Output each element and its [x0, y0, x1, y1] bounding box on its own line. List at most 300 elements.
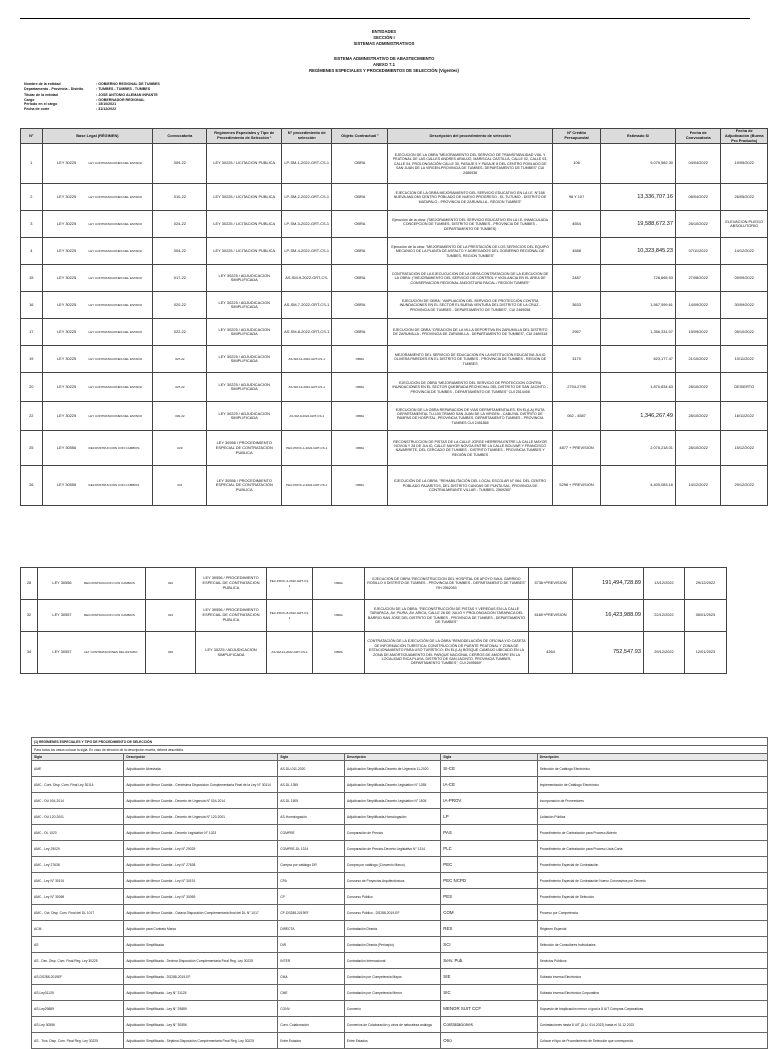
- table-row: [21, 265, 768, 292]
- cell-descripcion: EJECUCION DE OBRA "RECONSTRUCCION DEL HOSPITAL DE APOYO SAUL GARRIDO ROSILLO II DISTRITO DE TUMBES - PROVINCIA DE TUMBES - DEPARTAMENTO DE TUMBES" RH 2562053: [365, 568, 529, 600]
- col-header: Estimado S/: [601, 129, 676, 144]
- cell-descripcion: EJECUCION DE LA OBRA "MEJORAMIENTO DEL SERVICIO DE TRANSITABILIDAD VIAL Y PEATONAL DE LAS CALLES ANDRES ARAUJO, MARISCAL CASTILLA, CALLE 02, CALLE 03, CALLE 04, PROLONGACIÓN CALLE 30, PASAJE 5 Y PASAJE 8 DEL CENTRO POBLADO DE SAN JUAN DE LA VIRGEN-PROVINCIA DE TUMBES- DEPARTAMENTO DE TUMBES" CUI 2486938: [388, 144, 553, 184]
- legend-row: [32, 841, 768, 857]
- cell-descripcion: EJECUCIÓN DE LA OBRA: "REHABILITACIÓN DEL LOCAL ESCOLAR N° 064, DEL CENTRO POBLADO PAJARITOS, DEL DISTRITO CANOAS DE PUNTA SAL, PROVINCIA DE CONTRALMIRANTE VILLAR - TUMBES- 2569280": [388, 466, 553, 506]
- cell-convocatoria: 031: [153, 466, 207, 506]
- legend-descripcion: Adjudicación Abreviada: [124, 761, 278, 777]
- cell-objeto: OBRA: [313, 568, 365, 600]
- legend-sigla: AS-Homologación: [278, 809, 345, 825]
- base-legal-regime: LEY CONTRATACIONES DEL ESTADO: [88, 413, 143, 418]
- legend-sigla: Entre Estados: [278, 1033, 345, 1049]
- legend-sigla: LP: [441, 809, 537, 825]
- table-row: [21, 292, 768, 319]
- cell-fecha-convocatoria: 04/04/2022: [675, 144, 720, 184]
- cell-convocatoria: 034: [146, 600, 196, 632]
- cell-credito: 106: [552, 144, 600, 184]
- meta-label: Departamento - Provincia - Distrito: [24, 86, 84, 91]
- legend-descripcion: Contratación por Competencia Menor: [344, 985, 440, 1001]
- cell-number: 32: [21, 600, 38, 632]
- meta-label: Titular de la entidad: [24, 93, 58, 98]
- legend-descripcion: Selección de Consultores Individuales: [537, 937, 767, 953]
- cell-fecha-adjudicacion: 30/09/2022: [721, 292, 768, 319]
- legend-descripcion: Proceso por Competencia: [537, 905, 767, 921]
- base-legal-law: LEY 30225: [56, 247, 77, 253]
- cell-descripcion: Ejecución de la obra: "MEJORAMIENTO DE LA PRESTACIÓN DE LOS SERVICIOS DEL EQUIPO MECANICO DE LA PLANTA DE ASFALTO Y AGREGADOS DEL GOBIERNO REGIONAL DE TUMBES, REGION TUMBES": [388, 238, 553, 265]
- legend-descripcion: Adjudicación Simplificada - DS288-2019-EF: [124, 969, 278, 985]
- legend-descripcion: Adjudicación de Menor Cuantía - Ley N° 30069: [124, 889, 278, 905]
- cell-num-procedimiento: AS-SM-13-2022-GRT-CS-1: [282, 373, 332, 402]
- meta-value: : TUMBES - TUMBES - TUMBES: [96, 86, 151, 91]
- legend-sigla: PEC: [441, 857, 537, 873]
- col-header: Convocatoria: [153, 129, 207, 144]
- legend-row: [32, 937, 768, 953]
- legend-descripcion: Subasta Inversa Electrónica: [537, 969, 767, 985]
- cell-num-procedimiento: AS-SM-7-2022-GRT-CS-1: [282, 292, 332, 319]
- cell-fecha-convocatoria: 27/08/2022: [675, 265, 720, 292]
- col-header: Descripción del procedimiento de selección: [388, 129, 553, 144]
- legend-descripcion: Procedimiento de Contratación para Proceso Abierto: [537, 825, 767, 841]
- base-legal-regime: RECONSTRUCCION CON CAMBIOS: [88, 483, 140, 488]
- cell-base-legal: [42, 211, 153, 238]
- base-legal-regime: LEY CONTRATACIONES DEL ESTADO: [88, 221, 143, 226]
- legend-descripcion: Adjudicación de Menor Cuantía - Decreto de Urgencia N° 004-2014: [124, 793, 278, 809]
- cell-tipo-procedimiento: LEY 30225 / LICITACION PUBLICA: [207, 238, 282, 265]
- col-header: Fecha de Adjudicación (Buena Pro Producto): [721, 129, 768, 144]
- base-legal-regime: RECONSTRUCCION CON CAMBIOS: [88, 445, 140, 450]
- cell-base-legal: [42, 292, 153, 319]
- legend-sigla: AMC - Ley 27638: [32, 857, 124, 873]
- cell-fecha-adjudicacion: 06/01/2023: [685, 600, 727, 632]
- cell-estimado: 752,547.93: [573, 632, 644, 674]
- cell-base-legal: [38, 568, 146, 600]
- cell-num-procedimiento: PEC-PROC-2-2022-GRT-CS-1: [282, 466, 332, 506]
- cell-estimado: 1,567,599.61: [601, 292, 676, 319]
- cell-number: 26: [21, 466, 43, 506]
- legend-descripcion: Régimen Especial: [537, 921, 767, 937]
- cell-objeto: OBRA: [313, 632, 365, 674]
- col-header: Fecha de Convocatoria: [675, 129, 720, 144]
- legend-sigla: AMC - Ley N° 30069: [32, 889, 124, 905]
- cell-estimado: 1,356,331.07: [601, 319, 676, 346]
- cell-num-procedimiento: AS-SM-8-2022-GRT-CS-1: [282, 319, 332, 346]
- cell-convocatoria: 027-22: [153, 346, 207, 373]
- table-row: [21, 346, 768, 373]
- base-legal-regime: LEY CONTRATACIONES DEL ESTADO: [88, 384, 143, 389]
- legend-row: [32, 921, 768, 937]
- legend-descripcion: Adjudicación de Menor Cuantía - Octava Disposición Complementaria final del DL N° 1017: [124, 905, 278, 921]
- legend-row: [32, 1033, 768, 1049]
- procedures-table-continued: [20, 567, 727, 674]
- cell-fecha-adjudicacion: 19/05/2022: [721, 144, 768, 184]
- legend-sigla: AMC - DU 120-2001: [32, 809, 124, 825]
- legend-note-row: [32, 746, 768, 754]
- legend-descripcion: Supuesto de Inaplicación menor o igual a 8 UIT Compras Corporativas: [537, 1001, 767, 1017]
- legend-sigla: CONV: [278, 1001, 345, 1017]
- table-row: [21, 319, 768, 346]
- legend-title-row: [32, 738, 768, 746]
- legend-row: [32, 857, 768, 873]
- cell-number: 4: [21, 238, 43, 265]
- cell-estimado: 2,075,218.01: [601, 431, 676, 466]
- legend-descripcion: Adjudicación para Contrato Marco: [124, 921, 278, 937]
- cell-estimado: 728,665.93: [601, 265, 676, 292]
- cell-credito: 5736+PREVISION: [529, 568, 573, 600]
- legend-sigla: DIR: [278, 937, 345, 953]
- cell-descripcion: EJECUCION DE OBRA "MEJORAMIENTO DEL SERVICIO DE PROTECCION CONTRA INUNDACIONES EN EL SECTOR QUEBRADA PECHICHAL DEL DISTRITO DE SAN JACINTO - PROVINCIA DE TUMBES - DEPARTAMENTO DE TUMBES" CUI 2514408: [388, 373, 553, 402]
- col-header: Nº Crédito Presupuestal: [552, 129, 600, 144]
- legend-descripcion: Contratación Directa: [344, 921, 440, 937]
- legend-descripcion: Convenios de Colaboración y otros de naturaleza análoga: [344, 1017, 440, 1033]
- cell-base-legal: [42, 184, 153, 211]
- cell-tipo-procedimiento: LEY 30556 / PROCEDIMIENTO ESPECIAL DE CONTRATACION PUBLICA: [207, 466, 282, 506]
- legend-sigla: CMA: [278, 969, 345, 985]
- cell-fecha-convocatoria: 21/10/2022: [675, 346, 720, 373]
- legend-sigla: PEC NCPD: [441, 873, 537, 889]
- header-anexo: ANEXO 7.1: [373, 62, 395, 67]
- cell-base-legal: [38, 600, 146, 632]
- legend-sigla: CPA: [278, 873, 345, 889]
- legend-col-header: Sigla: [441, 754, 537, 761]
- cell-convocatoria: 020-22: [153, 292, 207, 319]
- cell-fecha-convocatoria: 13/12/2022: [644, 568, 685, 600]
- cell-tipo-procedimiento: LEY 30225 / LICITACION PUBLICA: [207, 184, 282, 211]
- legend-table: [31, 737, 768, 1049]
- cell-credito: 4877 + PREVISION: [552, 431, 600, 466]
- legend-descripcion: Adjudicación Simplificada - Ley N° 30556: [124, 1017, 278, 1033]
- table-row: [21, 632, 727, 674]
- legend-sigla: AMC - Oct. Disp. Com. Final del DL 1017: [32, 905, 124, 921]
- legend-row: [32, 1017, 768, 1033]
- base-legal-law: LEY 30225: [56, 383, 77, 389]
- cell-base-legal: [38, 632, 146, 674]
- legend-sigla: Otro: [441, 1033, 537, 1049]
- col-header: N°: [21, 129, 43, 144]
- legend-row: [32, 809, 768, 825]
- legend-sigla: RES: [441, 921, 537, 937]
- cell-tipo-procedimiento: LEY 30225 / ADJUDICACION SIMPLIFICADA: [207, 292, 282, 319]
- cell-objeto: OBRA: [332, 402, 388, 431]
- cell-number: 15: [21, 265, 43, 292]
- legend-sigla: AS - Trcs. Disp. Com. Final Reg. Ley 30225: [32, 1033, 124, 1049]
- legend-descripcion: Subasta Inversa Electrónica Corporativa: [537, 985, 767, 1001]
- legend-sigla: PLC: [441, 841, 537, 857]
- base-legal-law: LEY 30225: [56, 274, 77, 280]
- legend-descripcion: Contratación por Competencia Mayor: [344, 969, 440, 985]
- base-legal-law: LEY 30225: [56, 220, 77, 226]
- legend-sigla: COMPRE-DL 1314: [278, 841, 345, 857]
- base-legal-regime: LEY CONTRATACIONES DEL ESTADO: [88, 302, 143, 307]
- legend-col-header: Sigla: [278, 754, 345, 761]
- legend-note: Para todos los casos colocar la sigla. En caso de elección de la descripción escrita, deberá describirla.: [32, 746, 768, 754]
- legend-row: [32, 761, 768, 777]
- legend-descripcion: Concurso de Proyectos Arquitectónicos: [344, 873, 440, 889]
- cell-objeto: OBRA: [332, 431, 388, 466]
- legend-sigla: AS-DU-011-2020: [278, 761, 345, 777]
- legend-sigla: INTER: [278, 953, 345, 969]
- legend-sigla: COMPRE: [278, 825, 345, 841]
- legend-sigla: AS-DS288-2019EF: [32, 969, 124, 985]
- legend-descripcion: Adjudicación de Menor Cuantía - Centésima Disposición Complementaria Final de la Ley N° 30114: [124, 777, 278, 793]
- legend-row: [32, 1001, 768, 1017]
- legend-descripcion: Adjudicación Simplificada-Homologación: [344, 809, 440, 825]
- legend-descripcion: Adjudicación de Menor Cuantía - Decreto Legislativo N° 1023: [124, 825, 278, 841]
- legend-sigla: AS-DL 1505: [278, 793, 345, 809]
- base-legal-law: LEY 30225: [56, 301, 77, 307]
- cell-objeto: OBRA: [332, 238, 388, 265]
- legend-descripcion: Procedimiento Especial de Contratación: [537, 857, 767, 873]
- cell-descripcion: EJECUCION DE LA OBRA MEJORAMIENTO DEL SERVICIO EDUCATIVO EN LA I.E. N°158 NUEVA AMLOMI CENTRO POBLADO DE NUEVO PROGRESO - EL TUTUMO - DISTRITO DE MATAPALO - PROVINCIA DE ZARUMILLA - REGION TUMBES": [388, 184, 553, 211]
- header-sistemas: SISTEMAS ADMINISTRATIVOS: [353, 41, 415, 46]
- cell-num-procedimiento: AS-SM-9-2022-GRT-CS-1: [282, 402, 332, 431]
- meta-row: [24, 87, 160, 92]
- base-legal-regime: LEY CONTRATACIONES DEL ESTADO: [88, 161, 143, 166]
- cell-base-legal: [42, 373, 153, 402]
- cell-tipo-procedimiento: LEY 30225 / ADJUDICACION SIMPLIFICADA: [207, 319, 282, 346]
- legend-descripcion: Adjudicación de Menor Cuantía - Ley N° 29029: [124, 841, 278, 857]
- cell-convocatoria: 030-22: [153, 402, 207, 431]
- base-legal-regime: RECONSTRUCCION CON CAMBIOS: [84, 613, 135, 618]
- cell-convocatoria: 010-22: [153, 184, 207, 211]
- legend-row: [32, 969, 768, 985]
- cell-tipo-procedimiento: LEY 30225 / LICITACION PUBLICA: [207, 211, 282, 238]
- cell-tipo-procedimiento: LEY 30556 / PROCEDIMIENTO ESPECIAL DE CONTRATACION PUBLICA: [196, 600, 267, 632]
- base-legal-regime: RECONSTRUCCION CON CAMBIOS: [84, 581, 135, 586]
- legend-descripcion: Contratación Internacional: [344, 953, 440, 969]
- legend-descripcion: Adjudicación Simplificada: [124, 937, 278, 953]
- cell-fecha-adjudicacion: 14/12/2022: [721, 238, 768, 265]
- legend-sigla: Conv. Colaboración: [278, 1017, 345, 1033]
- legend-sigla: AS-Ley31125: [32, 985, 124, 1001]
- legend-descripcion: Comparación de Precios: [344, 825, 440, 841]
- base-legal-regime: LEY CONTRATACIONES DEL ESTADO: [88, 356, 143, 361]
- base-legal-law: LEY 30225: [56, 355, 77, 361]
- legend-descripcion: Comparación de Precios-Decreto Legislativo N° 1314: [344, 841, 440, 857]
- cell-fecha-convocatoria: 28/10/2022: [675, 373, 720, 402]
- table-row: [21, 402, 768, 431]
- cell-num-procedimiento: PEC-PROC-8-2022-GRT-CS-1: [267, 600, 313, 632]
- cell-num-procedimiento: AS-SM-11-2022-GRT-CS-1: [267, 632, 313, 674]
- cell-objeto: OBRA: [332, 211, 388, 238]
- cell-fecha-convocatoria: 29/12/2022: [644, 632, 685, 674]
- cell-credito: 4554: [552, 211, 600, 238]
- cell-num-procedimiento: PEC-PROC-1-2022-GRT-CS-1: [282, 431, 332, 466]
- cell-tipo-procedimiento: LEY 30225 / ADJUDICACION SIMPLIFICADA: [207, 346, 282, 373]
- cell-estimado: 1,870,834.63: [601, 373, 676, 402]
- cell-descripcion: EJECUCION DE LA OBRA: "RECONSTRUCCIÓN DE PISTAS Y VEREDAS EN LA CALLE TARAPACA, AV. PIURA, AV. ARICA, CALLE 28 DE JULIO Y PROLONGACION TARAPACA DEL BARRIO SAN JOSE DEL DISTRITO DE TUMBES - PROVINCIA DE TUMBES - DEPARTAMENTO DE TUMBES": [365, 600, 529, 632]
- cell-num-procedimiento: LP-SM-1-2022-GRT-CS-1: [282, 144, 332, 184]
- legend-sigla: AMC - Cont. Disp. Com. Final Ley 30114: [32, 777, 124, 793]
- legend-descripcion: Compra por catálogo (Convenio Marco): [344, 857, 440, 873]
- cell-fecha-adjudicacion: DESIERTO: [721, 373, 768, 402]
- table-row: [21, 144, 768, 184]
- cell-tipo-procedimiento: LEY 30556 / PROCEDIMIENTO ESPECIAL DE CONTRATACION PUBLICA: [207, 431, 282, 466]
- cell-convocatoria: 029: [153, 431, 207, 466]
- cell-descripcion: RECONSTRUCCION DE PISTAS DE LA CALLE JORGE HERRERA ENTRE LA CALLE MAYOR NOVOA Y 28 DE JULIO, CALLE MAYOR NOVOA ENTRE LA CALLE BOLIVAR Y FRANCISCO NAVARRETE, DEL CERCADO DE TUMBES - DISTRITO TUMBES - PROVINCIA TUMBES Y REGIÓN DE TUMBES: [388, 431, 553, 466]
- cell-num-procedimiento: AS-SM-9-2022-GRT-CS-: [282, 265, 332, 292]
- meta-label: Cargo: [24, 97, 35, 102]
- cell-objeto: OBRA: [332, 184, 388, 211]
- cell-estimado: 623,177.47: [601, 346, 676, 373]
- cell-number: 16: [21, 292, 43, 319]
- legend-descripcion: Licitación Pública: [537, 809, 767, 825]
- legend-sigla: PES: [441, 889, 537, 905]
- cell-convocatoria: 032: [146, 568, 196, 600]
- legend-sigla: MENOR SUIT CCF: [441, 1001, 537, 1017]
- legend-descripcion: Adjudicación Simplificada-Decreto Legislativo N° 1505: [344, 793, 440, 809]
- cell-number: 2: [21, 184, 43, 211]
- legend-sigla: AS - Dec. Disp. Com. Final Reg. Ley 30225: [32, 953, 124, 969]
- legend-row: [32, 889, 768, 905]
- legend-descripcion: Concurso Público - DS288-2019-EF: [344, 905, 440, 921]
- legend-sigla: ACM: [32, 921, 124, 937]
- legend-sigla: DIRECTA: [278, 921, 345, 937]
- legend-descripcion: Convenio: [344, 1001, 440, 1017]
- cell-base-legal: [42, 431, 153, 466]
- table-row: [21, 568, 727, 600]
- cell-objeto: OBRA: [332, 346, 388, 373]
- cell-credito: 96 Y 107: [552, 184, 600, 211]
- cell-tipo-procedimiento: LEY 30225 / ADJUDICACION SIMPLIFICADA: [196, 632, 267, 674]
- legend-col-header: Descripción: [537, 754, 767, 761]
- cell-convocatoria: 024-22: [153, 211, 207, 238]
- table-row: [21, 211, 768, 238]
- cell-fecha-adjudicacion: 05/10/2022: [721, 319, 768, 346]
- procedures-table-body: [21, 567, 727, 674]
- legend-descripcion: Adjudicación de Menor Cuantía - Ley N° 30191: [124, 873, 278, 889]
- cell-estimado: 13,336,707.16: [601, 184, 676, 211]
- top-border-line: [20, 18, 750, 19]
- cell-base-legal: [42, 466, 153, 506]
- legend-descripcion: Contratación Directa (Periuepio): [344, 937, 440, 953]
- legend-descripcion: Entre Estados: [344, 1033, 440, 1049]
- legend-sigla: AS-Ley 30556: [32, 1017, 124, 1033]
- base-legal-law: LEY 30556: [56, 482, 77, 488]
- cell-fecha-convocatoria: 26/10/2022: [675, 211, 720, 238]
- cell-base-legal: [42, 319, 153, 346]
- cell-descripcion: CONTRATACIÓN DE LA EJECUCIÓN DE LA OBRA "REMODELACIÓN DE OFICINA Y/O CASETA DE INFORMACIÓN TURÍSTICA; CONSTRUCCIÓN DE PUENTE PEATONAL Y ZONA DE ESTACIONAMIENTO PARA USO TURÍSTICO; EN EL(LA) BOSQUE CAMBIJO UBICADO EN LA ZONA DE AMORTIGUAMIENTO DEL PARQUE NACIONAL CERROS DE AMOTAPE EN LA LOCALIDAD RICA PLAYA, DISTRITO DE SAN JACINTO, PROVINCIA TUMBES, DEPARTAMENTO TUMBES", CUI 2495669": [365, 632, 529, 674]
- legend-descripcion: Adjudicación Simplificada - Séptima Disposición Complementaria Final Reg. Ley 30225: [124, 1033, 278, 1049]
- legend-row: [32, 905, 768, 921]
- cell-number: 28: [21, 568, 38, 600]
- base-legal-regime: LEY CONTRATACIONES DEL ESTADO: [84, 650, 138, 655]
- legend-descripcion: Implementación de Catálogo Electrónico: [537, 777, 767, 793]
- legend-descripcion: Procedimiento Especial de Contratación Nuevo Coronavirus por Decreto: [537, 873, 767, 889]
- legend-descripcion: Colocar el tipo de Procedimiento de Selección que corresponda: [537, 1033, 767, 1049]
- meta-value: : 31/12/2022: [96, 106, 117, 111]
- legend-sigla: CP-DS288-2019EF: [278, 905, 345, 921]
- col-header: Objeto Contractual ²: [332, 129, 388, 144]
- cell-estimado: 1,346,267.49: [601, 402, 676, 431]
- cell-number: 3: [21, 211, 43, 238]
- header-regimenes: REGÍMENES ESPECIALES Y PROCEDIMIENTOS DE SELECCIÓN (Vigentes): [309, 68, 459, 73]
- cell-objeto: OBRA: [332, 265, 388, 292]
- cell-fecha-adjudicacion: 29/12/2022: [685, 568, 727, 600]
- cell-descripcion: EJECUCIÓN DE OBRA: "AMPLIACIÓN DEL SERVICIO DE PROTECCIÓN CONTRA INUNDACIONES EN EL SECTOR EL BUENA VENTURA DEL DISTRITO DE LA CRUZ - PROVINCIA DE TUMBES - DEPARTAMENTO DE TUMBES", CUI 2469058: [388, 292, 553, 319]
- legend-sigla: SCI: [441, 937, 537, 953]
- cell-credito: 4264: [529, 632, 573, 674]
- legend-col-header: Descripción: [344, 754, 440, 761]
- legend-descripcion: Incorporación de Proveedores: [537, 793, 767, 809]
- cell-descripcion: EJECUCION DE LA OBRA REPARACION DE VIAS DEPARTAMENTALES, EN EL(LA) RUTA DEPARTAMENTAL TU-100 TRAMO SAN JUAN DE LA VIRGEN - CABUYAL DISTRITO DE PAMPAS DE HOSPITAL, PROVINCIA TUMBES, DEPARTAMENTO TUMBES - PROVINCIA TUMBES CUI 2451865: [388, 402, 553, 431]
- legend-row: [32, 873, 768, 889]
- cell-estimado: 19,588,672.37: [601, 211, 676, 238]
- meta-label: Periodo en el cargo: [24, 102, 58, 107]
- legend-sigla: AS-Ley29889: [32, 1001, 124, 1017]
- legend-sigla: AME: [32, 761, 124, 777]
- cell-fecha-convocatoria: 15/09/2022: [675, 319, 720, 346]
- cell-number: 25: [21, 431, 43, 466]
- legend-sigla: AMC - Ley 29029: [32, 841, 124, 857]
- cell-convocatoria: 009-22: [153, 144, 207, 184]
- cell-fecha-adjudicacion: ELEVACION PLIEGO ABSOLUTORIO: [721, 211, 768, 238]
- cell-fecha-adjudicacion: 10/11/2022: [721, 346, 768, 373]
- cell-fecha-convocatoria: 14/12/2022: [675, 466, 720, 506]
- legend-sigla: CP: [278, 889, 345, 905]
- cell-objeto: OBRA: [332, 292, 388, 319]
- legend-descripcion: Adjudicación Simplificada-Decreto de Urgencia 11-2020: [344, 761, 440, 777]
- cell-fecha-adjudicacion: 15/12/2022: [721, 431, 768, 466]
- base-legal-regime: LEY CONTRATACIONES DEL ESTADO: [88, 248, 143, 253]
- meta-label: Nombre de la entidad: [24, 82, 61, 86]
- cell-credito: 2794-2795: [552, 373, 600, 402]
- cell-number: 17: [21, 319, 43, 346]
- cell-fecha-adjudicacion: 29/12/2022: [721, 466, 768, 506]
- meta-value: : 15/10/2021: [96, 102, 117, 107]
- cell-descripcion: MEJORAMIENTO DEL SERVICIO DE EDUCACION EN LA INSTITUCION EDUCATIVA JULIO OLIVERA PAREDES EN EL DISTRITO DE TUMBES - PROVINCIA DE TUMBES - REGION DE TUMBES: [388, 346, 553, 373]
- base-legal-law: LEY 30557: [52, 649, 72, 655]
- cell-objeto: OBRA: [332, 373, 388, 402]
- entity-metadata: [24, 82, 160, 112]
- legend-col-header: Descripción: [124, 754, 278, 761]
- col-header: Regímenes Especiales y Tipo de Procedimiento de Selección ¹: [207, 129, 282, 144]
- legend-sigla: Serv. Pub.: [441, 953, 537, 969]
- col-header: N° procedimiento de selección: [282, 129, 332, 144]
- legend-sigla: IA-PROV: [441, 793, 537, 809]
- legend-sigla: CME: [278, 985, 345, 1001]
- table-row: [21, 373, 768, 402]
- legend-sigla: Contrataciones: [441, 1017, 537, 1033]
- legend-row: [32, 825, 768, 841]
- cell-tipo-procedimiento: LEY 30225 / LICITACION PUBLICA: [207, 144, 282, 184]
- cell-num-procedimiento: PEC-PROC-4-2022-GRT-CS-1: [267, 568, 313, 600]
- legend-sigla: IA-CE: [441, 777, 537, 793]
- cell-fecha-adjudicacion: 09/09/2022: [721, 265, 768, 292]
- cell-objeto: OBRA: [332, 319, 388, 346]
- base-legal-law: LEY 30557: [52, 612, 72, 618]
- legend-sigla: Compra por catálogo DR: [278, 857, 345, 873]
- cell-descripcion: Ejecución de la obra: ("MEJORAMIENTO DEL SERVICIO EDUCATIVO EN LA I.E. INMACULADA CONCEPCION DE TUMBES- DISTRITO DE TUMBES - PROVINCIA DE TUMBES - DEPARTAMENTO DE TUMBES): [388, 211, 553, 238]
- cell-fecha-adjudicacion: 12/01/2023: [685, 632, 727, 674]
- legend-sigla: COM: [441, 905, 537, 921]
- cell-tipo-procedimiento: LEY 30225 / ADJUDICACION SIMPLIFICADA: [207, 402, 282, 431]
- cell-credito: 4588: [552, 238, 600, 265]
- cell-number: 22: [21, 402, 43, 431]
- table-row: [21, 600, 727, 632]
- cell-tipo-procedimiento: LEY 30225 / ADJUDICACION SIMPLIFICADA: [207, 265, 282, 292]
- base-legal-law: LEY 30556: [56, 444, 77, 450]
- cell-objeto: OBRA: [332, 144, 388, 184]
- cell-fecha-convocatoria: 28/10/2022: [675, 431, 720, 466]
- legend-descripcion: Adjudicación Simplificada - Ley N° 29889: [124, 1001, 278, 1017]
- cell-fecha-convocatoria: 28/10/2022: [675, 402, 720, 431]
- cell-number: 1: [21, 144, 43, 184]
- procedures-table: [20, 128, 768, 506]
- procedures-table-body: [21, 144, 768, 506]
- legend-sigla: AMC - DU 004-2014: [32, 793, 124, 809]
- cell-number: 20: [21, 373, 43, 402]
- meta-value: : GOBERNADOR REGIONAL: [96, 97, 145, 102]
- cell-credito: 3170: [552, 346, 600, 373]
